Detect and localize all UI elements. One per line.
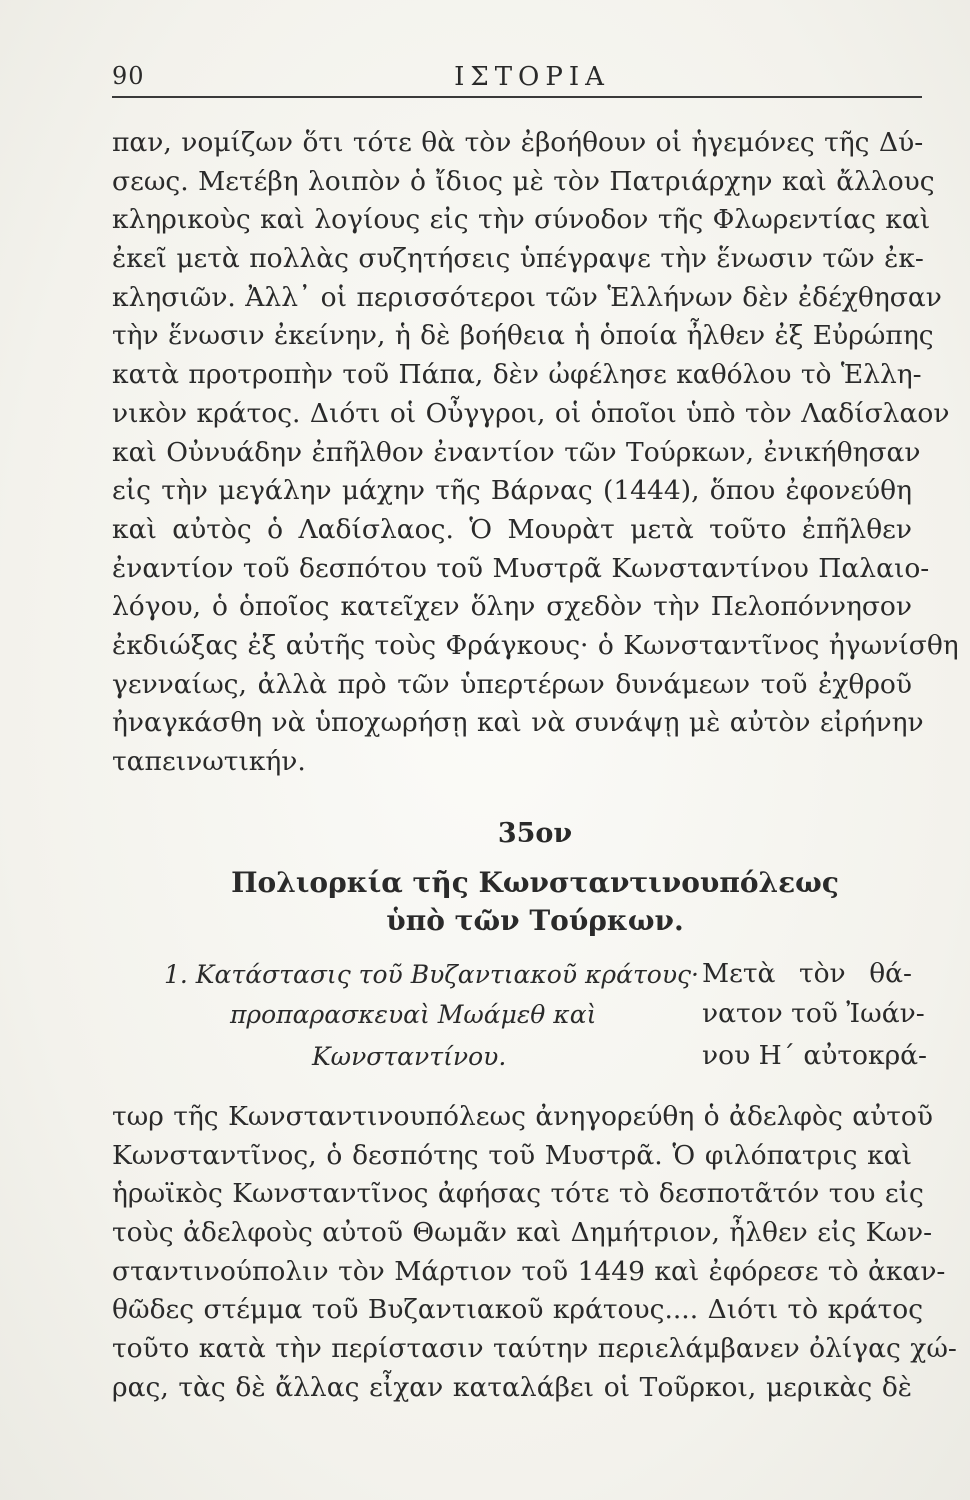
section-title-line-2: ὑπὸ τῶν Τούρκων. (386, 904, 684, 937)
text-line: ἐναντίον τοῦ δεσπότου τοῦ Μυστρᾶ Κωνσταντίνου Παλαιο- (112, 552, 930, 584)
text-line: τωρ τῆς Κωνσταντινουπόλεως ἀνηγορεύθη ὁ ἀδελφὸς αὐτοῦ (112, 1101, 933, 1132)
sidenote-row-1 (112, 956, 912, 996)
text-line: ἐκδιώξας ἐξ αὐτῆς τοὺς Φράγκους· ὁ Κωνσταντῖνος ἠγωνίσθη (112, 629, 959, 661)
text-line: κατὰ προτροπὴν τοῦ Πάπα, δὲν ὠφέλησε καθόλου τὸ Ἑλλη- (112, 359, 922, 391)
section-title-line-1: Πολιορκία τῆς Κωνσταντινουπόλεως (231, 866, 839, 899)
text-line: ἠναγκάσθη νὰ ὑποχωρήσῃ καὶ νὰ συνάψῃ μὲ αὐτὸν εἰρήνην (112, 707, 924, 739)
sidenote-right-line-2: νατον τοῦ Ἰωάν- (702, 998, 925, 1029)
text-line: θῶδες στέμμα τοῦ Βυζαντιακοῦ κράτους.... Διότι τὸ κράτος (112, 1294, 924, 1326)
text-line: κληρικοὺς καὶ λογίους εἰς τὴν σύνοδον τῆς Φλωρεντίας καὶ (112, 204, 931, 236)
text-line: γενναίως, ἀλλὰ πρὸ τῶν ὑπερτέρων δυνάμεων τοῦ ἐχθροῦ (112, 668, 912, 700)
sidenote-line-2: προπαρασκευαὶ Μωάμεθ καὶ (230, 1000, 597, 1029)
text-line: τὴν ἕνωσιν ἐκείνην, ἡ δὲ βοήθεια ἡ ὁποία ἦλθεν ἐξ Εὐρώπης (112, 320, 934, 352)
sidenote-right-line-1: Μετὰ τὸν θά- (702, 958, 912, 989)
paragraph-1 (112, 124, 959, 782)
page-header (112, 62, 922, 98)
text-line: καὶ Οὐνυάδην ἐπῆλθον ἐναντίον τῶν Τούρκων, ἐνικήθησαν (112, 436, 921, 468)
sidenote-right-line-3: νου Η΄ αὐτοκρά- (702, 1040, 927, 1071)
text-line: παν, νομίζων ὅτι τότε θὰ τὸν ἐβοήθουν οἱ ἡγεμόνες τῆς Δύ- (112, 127, 924, 158)
page-number: 90 (112, 62, 145, 90)
text-line: τοὺς ἀδελφοὺς αὐτοῦ Θωμᾶν καὶ Δημήτριον, ἦλθεν εἰς Κων- (112, 1217, 933, 1249)
text-line: ρας, τὰς δὲ ἄλλας εἶχαν καταλάβει οἱ Τοῦρκοι, μερικὰς δὲ (112, 1371, 912, 1403)
text-line: ἐκεῖ μετὰ πολλὰς συζητήσεις ὑπέγραψε τὴν ἕνωσιν τῶν ἐκ- (112, 243, 924, 275)
text-line: καὶ αὐτὸς ὁ Λαδίσλαος. Ὁ Μουρὰτ μετὰ τοῦτο ἐπῆλθεν (112, 513, 912, 545)
section-number: 35ον (497, 818, 573, 849)
text-line: ἡρωϊκὸς Κωνσταντῖνος ἀφήσας τότε τὸ δεσποτᾶτόν του εἰς (112, 1178, 924, 1210)
sidenote-row-3 (112, 1038, 927, 1078)
text-line: σταντινούπολιν τὸν Μάρτιον τοῦ 1449 καὶ ἐφόρεσε τὸ ἀκαν- (112, 1255, 946, 1287)
sidenote-row-2 (112, 996, 925, 1036)
sidenote-line-1: 1. Κατάστασις τοῦ Βυζαντιακοῦ κράτους· (164, 960, 699, 989)
text-line: ταπεινωτικήν. (112, 746, 306, 777)
text-line: σεως. Μετέβη λοιπὸν ὁ ἴδιος μὲ τὸν Πατριάρχην καὶ ἄλλους (112, 165, 935, 197)
text-line: Κωνσταντῖνος, ὁ δεσπότης τοῦ Μυστρᾶ. Ὁ φιλόπατρις καὶ (112, 1139, 912, 1171)
paragraph-2 (112, 1098, 957, 1408)
running-head: ΙΣΤΟΡΙΑ (454, 62, 610, 92)
text-line: τοῦτο κατὰ τὴν περίστασιν ταύτην περιελάμβανεν ὀλίγας χώ- (112, 1333, 957, 1365)
text-line: κλησιῶν. Ἀλλ᾽ οἱ περισσότεροι τῶν Ἑλλήνων δὲν ἐδέχθησαν (112, 281, 942, 313)
text-line: εἰς τὴν μεγάλην μάχην τῆς Βάρνας (1444), ὅπου ἐφονεύθη (112, 475, 912, 507)
text-line: λόγου, ὁ ὁποῖος κατεῖχεν ὅλην σχεδὸν τὴν Πελοπόννησον (112, 591, 912, 623)
text-line: νικὸν κράτος. Διότι οἱ Οὖγγροι, οἱ ὁποῖοι ὑπὸ τὸν Λαδίσλαον (112, 397, 950, 429)
sidenote-line-3: Κωνσταντίνου. (312, 1042, 507, 1071)
